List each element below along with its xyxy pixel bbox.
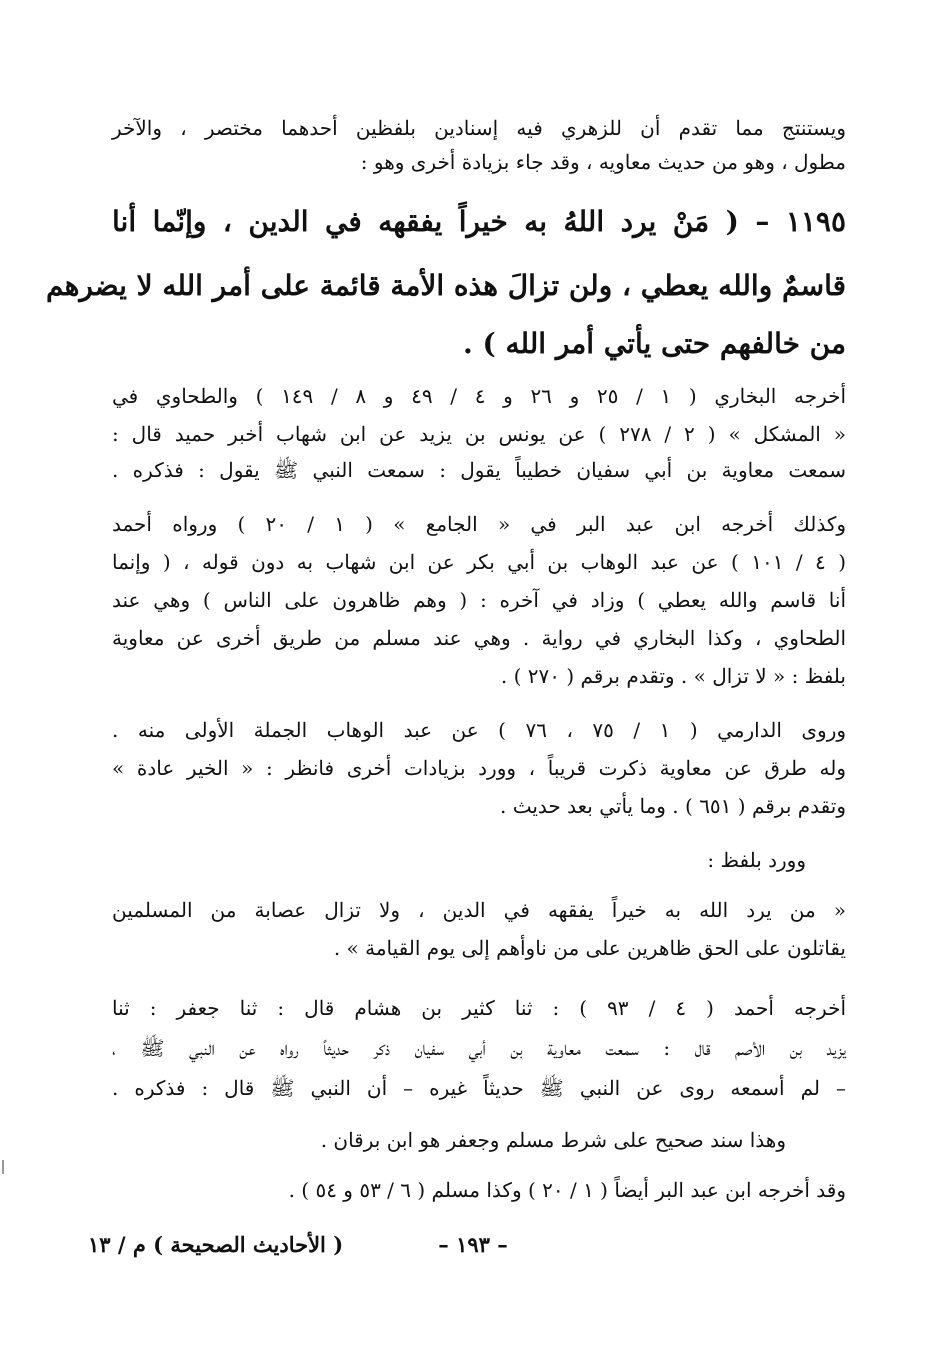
paragraph-line: أخرجه أحمد ( ٤ / ٩٣ ) : ثنا كثير بن هشام قال : ثنا جعفر : ثنا — [112, 996, 846, 1020]
paragraph-line: وقد أخرجه ابن عبد البر أيضاً ( ١ / ٢٠ ) وكذا مسلم ( ٦ / ٥٣ و ٥٤ ) . — [288, 1178, 846, 1202]
paragraph-line: « المشكل » ( ٢ / ٢٧٨ ) عن يونس بن يزيد عن ابن شهاب أخبر حميد قال : — [112, 422, 847, 446]
paragraph-line: وروى الدارمي ( ١ / ٧٥ ، ٧٦ ) عن عبد الوهاب الجملة الأولى منه . — [112, 718, 847, 742]
paragraph-line: ويستنتج مما تقدم أن للزهري فيه إسنادين بلفظين أحدهما مختصر ، والآخر — [112, 116, 846, 140]
paragraph-line: أنا قاسم والله يعطي ) وزاد في آخره : ( وهم ظاهرون على الناس ) وهي عند — [112, 588, 846, 612]
page-body — [45, 100, 847, 1318]
hadith-line: من خالفهم حتى يأتي أمر الله ) . — [463, 327, 846, 360]
page-footer — [0, 1232, 946, 1266]
variant-line: « من يرد الله به خيراً يفقهه في الدين ، ولا تزال عصابة من المسلمين — [112, 898, 846, 922]
paragraph-line: بلفظ : « لا تزال » . وتقدم برقم ( ٢٧٠ ) . — [500, 664, 846, 688]
hadith-line: قاسمٌ والله يعطي ، ولن تزالَ هذه الأمة قائمة على أمر الله لا يضرهم — [45, 269, 846, 302]
book-signature: ( الأحاديث الصحيحة ) م / ١٣ — [88, 1232, 344, 1257]
paragraph-line: وتقدم برقم ( ٦٥١ ) . وما يأتي بعد حديث . — [500, 794, 846, 818]
paragraph-line: ( ٤ / ١٠١ ) عن عبد الوهاب بن أبي بكر عن ابن شهاب به دون قوله ، ( وإنما — [112, 550, 847, 574]
variant-line: يقاتلون على الحق ظاهرين على من ناوأهم إلى يوم القيامة » . — [333, 936, 846, 960]
page-number: – ١٩٣ – — [438, 1232, 508, 1257]
paragraph-line: وورد بلفظ : — [707, 848, 806, 872]
paragraph-line: وله طرق عن معاوية ذكرت قريباً ، وورد بزيادات أخرى فانظر : « الخير عادة » — [112, 756, 846, 780]
paragraph-line: الطحاوي ، وكذا البخاري في رواية . وهي عند مسلم من طريق أخرى عن معاوية — [112, 626, 846, 650]
hadith-line: ١١٩٥ – ( مَنْ يرد اللهُ به خيراً يفقهه في الدين ، وإنّما أنا — [112, 205, 846, 238]
paragraph-line: – لم أسمعه روى عن النبي ﷺ حديثاً غيره – أن النبي ﷺ قال : فذكره . — [112, 1076, 846, 1100]
paragraph-line: سمعت معاوية بن أبي سفيان خطيباً يقول : سمعت النبي ﷺ يقول : فذكره . — [112, 458, 846, 482]
paragraph-line: أخرجه البخاري ( ١ / ٢٥ و ٢٦ و ٤ / ٤٩ و ٨ / ١٤٩ ) والطحاوي في — [112, 384, 847, 408]
paragraph-line: مطول ، وهو من حديث معاويه ، وقد جاء بزيادة أخرى وهو : — [360, 150, 846, 174]
paragraph-line: يزيد بن الأصم قال : سمعت معاوية بن أبي سفيان ذكر حديثاً رواه عن النبي ﷺ ، — [112, 1036, 846, 1060]
paragraph-line: وكذلك أخرجه ابن عبد البر في « الجامع » ( ١ / ٢٠ ) ورواه أحمد — [112, 512, 847, 536]
paragraph-line: وهذا سند صحيح على شرط مسلم وجعفر هو ابن برقان . — [320, 1128, 786, 1152]
scan-margin-mark — [2, 1160, 4, 1174]
